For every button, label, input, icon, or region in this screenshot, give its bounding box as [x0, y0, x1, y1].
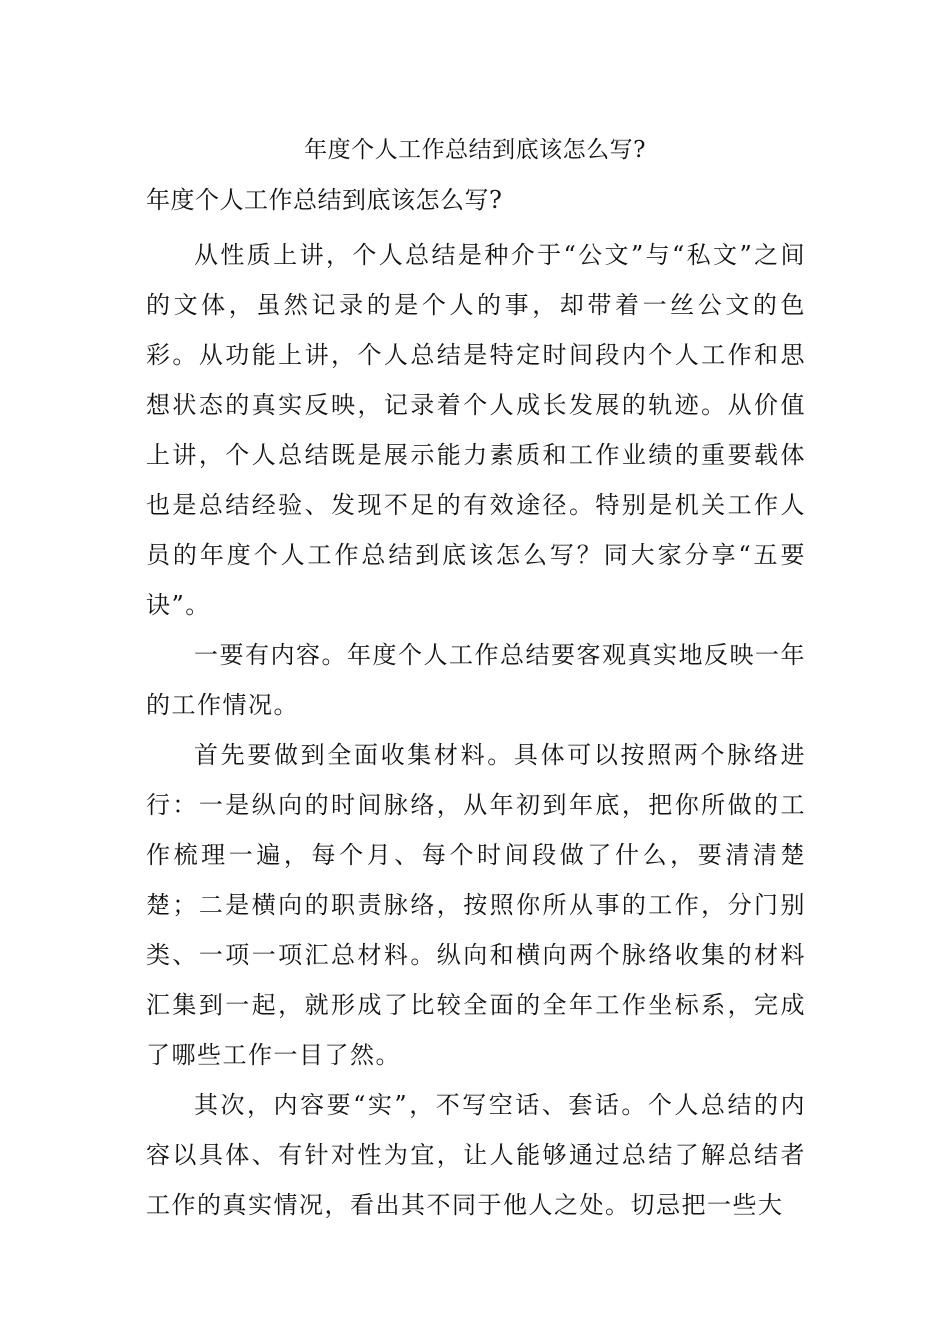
paragraph-content-real: 其次，内容要“实”，不写空话、套话。个人总结的内容以具体、有针对性为宜，让人能够通过总结了解总结者工作的真实情况，看出其不同于他人之处。切忌把一些大: [146, 1091, 806, 1219]
document-title: 年度个人工作总结到底该怎么写?: [304, 137, 646, 163]
paragraph-intro: 从性质上讲，个人总结是种介于“公文”与“私文”之间的文体，虽然记录的是个人的事，却带着一丝公文的色彩。从功能上讲，个人总结是特定时间段内个人工作和思想状态的真实反映，记录着个人成长发展的轨迹。从价值上讲，个人总结既是展示能力素质和工作业绩的重要载体也是总结经验、发现不足的有效途径。特别是机关工作人员的年度个人工作总结到底该怎么写？同大家分享“五要诀”。: [146, 241, 806, 619]
document-body: [146, 230, 806, 1230]
document-subtitle: 年度个人工作总结到底该怎么写?: [146, 186, 503, 214]
paragraph-point-one: 一要有内容。年度个人工作总结要客观真实地反映一年的工作情况。: [146, 641, 806, 719]
paragraph-collect-materials: 首先要做到全面收集材料。具体可以按照两个脉络进行：一是纵向的时间脉络，从年初到年底，把你所做的工作梳理一遍，每个月、每个时间段做了什么，要清清楚楚；二是横向的职责脉络，按照你所从事的工作，分门别类、一项一项汇总材料。纵向和横向两个脉络收集的材料汇集到一起，就形成了比较全面的全年工作坐标系，完成了哪些工作一目了然。: [146, 741, 806, 1069]
